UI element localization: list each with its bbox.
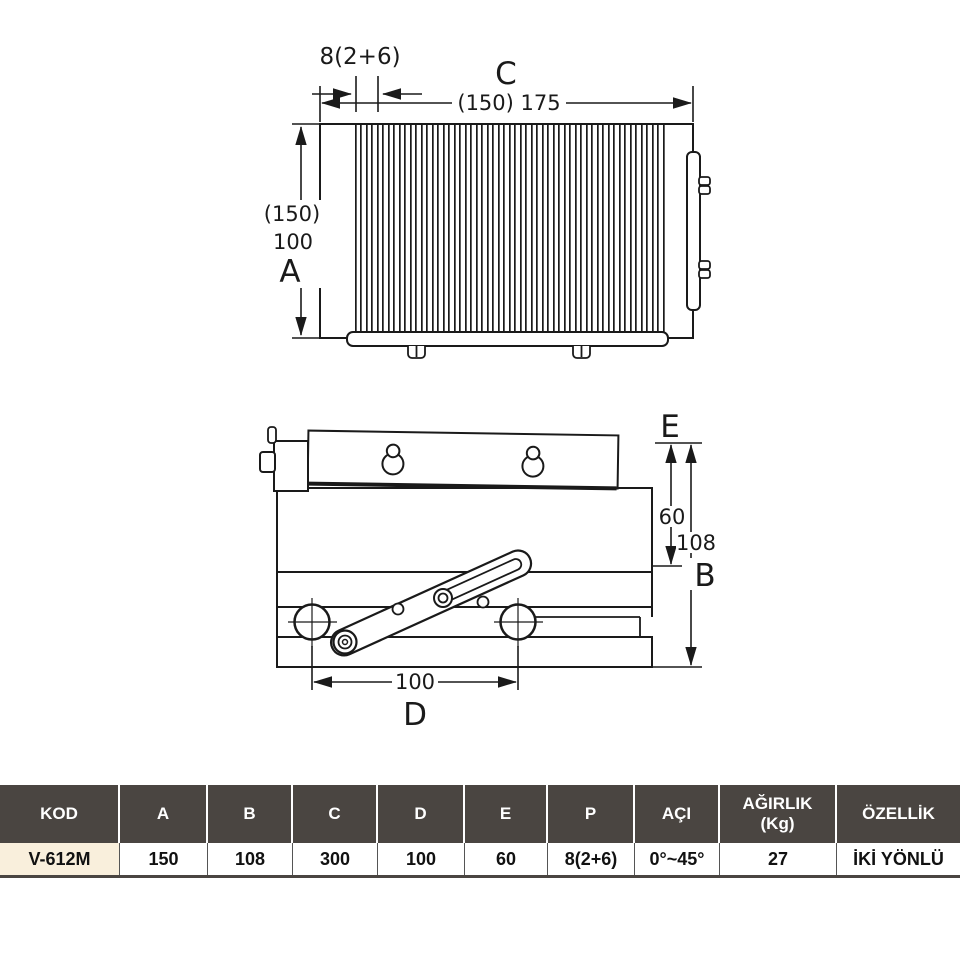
col-header-d: D xyxy=(378,785,465,843)
dim-value-C: (150) 175 xyxy=(457,91,561,115)
col-header-agirlik: AĞIRLIK (Kg) xyxy=(720,785,837,843)
bottom-bar xyxy=(347,332,668,346)
cell-d: 100 xyxy=(378,843,465,875)
col-header-b: B xyxy=(208,785,293,843)
cell-p: 8(2+6) xyxy=(548,843,635,875)
dim-E-60-108 xyxy=(652,443,702,667)
clamp-pin xyxy=(268,427,276,443)
upper-body xyxy=(277,488,652,572)
cell-aci: 0°~45° xyxy=(635,843,720,875)
col-header-c: C xyxy=(293,785,378,843)
col-header-kod: KOD xyxy=(0,785,120,843)
screw-head xyxy=(393,604,404,615)
col-header-e: E xyxy=(465,785,548,843)
side-view xyxy=(260,427,721,693)
dim-letter-A: A xyxy=(279,254,301,290)
cell-ozellik: İKİ YÖNLÜ xyxy=(853,848,944,869)
col-header-p: P xyxy=(548,785,635,843)
feet xyxy=(408,346,590,358)
cell-a: 150 xyxy=(120,843,208,875)
spec-table-header xyxy=(0,785,960,843)
cell-b: 108 xyxy=(208,843,293,875)
spec-table-row xyxy=(0,843,960,878)
dim-letter-C: C xyxy=(495,56,517,92)
screw-head xyxy=(478,597,489,608)
pole-plate-ribs xyxy=(353,124,667,332)
top-plate xyxy=(308,431,619,489)
col-header-aci: AÇI xyxy=(635,785,720,843)
top-view xyxy=(263,76,710,358)
col-header-ozellik: ÖZELLİK xyxy=(862,804,935,824)
left-bracket xyxy=(274,441,308,491)
cell-agirlik: 27 xyxy=(720,843,837,875)
spec-table xyxy=(0,785,960,878)
side-rail xyxy=(687,152,700,310)
dim-value-100: 100 xyxy=(394,670,436,694)
col-header-a: A xyxy=(120,785,208,843)
cell-kod: V-612M xyxy=(0,843,120,875)
dim-letter-E: E xyxy=(660,409,680,445)
dim-letter-B: B xyxy=(694,558,716,594)
dim-value-108: 108 xyxy=(675,531,717,555)
dim-value-60: 60 xyxy=(658,505,686,529)
dim-letter-D: D xyxy=(403,697,427,733)
pitch-label: 8(2+6) xyxy=(319,44,401,70)
cell-c: 300 xyxy=(293,843,378,875)
middle-pivot xyxy=(434,589,452,607)
lower-pivot xyxy=(334,631,357,654)
cell-e: 60 xyxy=(465,843,548,875)
dim-pitch xyxy=(312,76,422,112)
dim-paren-A: (150) xyxy=(263,202,321,226)
clamp-knob xyxy=(260,452,275,472)
dim-value-A: 100 xyxy=(272,230,314,254)
